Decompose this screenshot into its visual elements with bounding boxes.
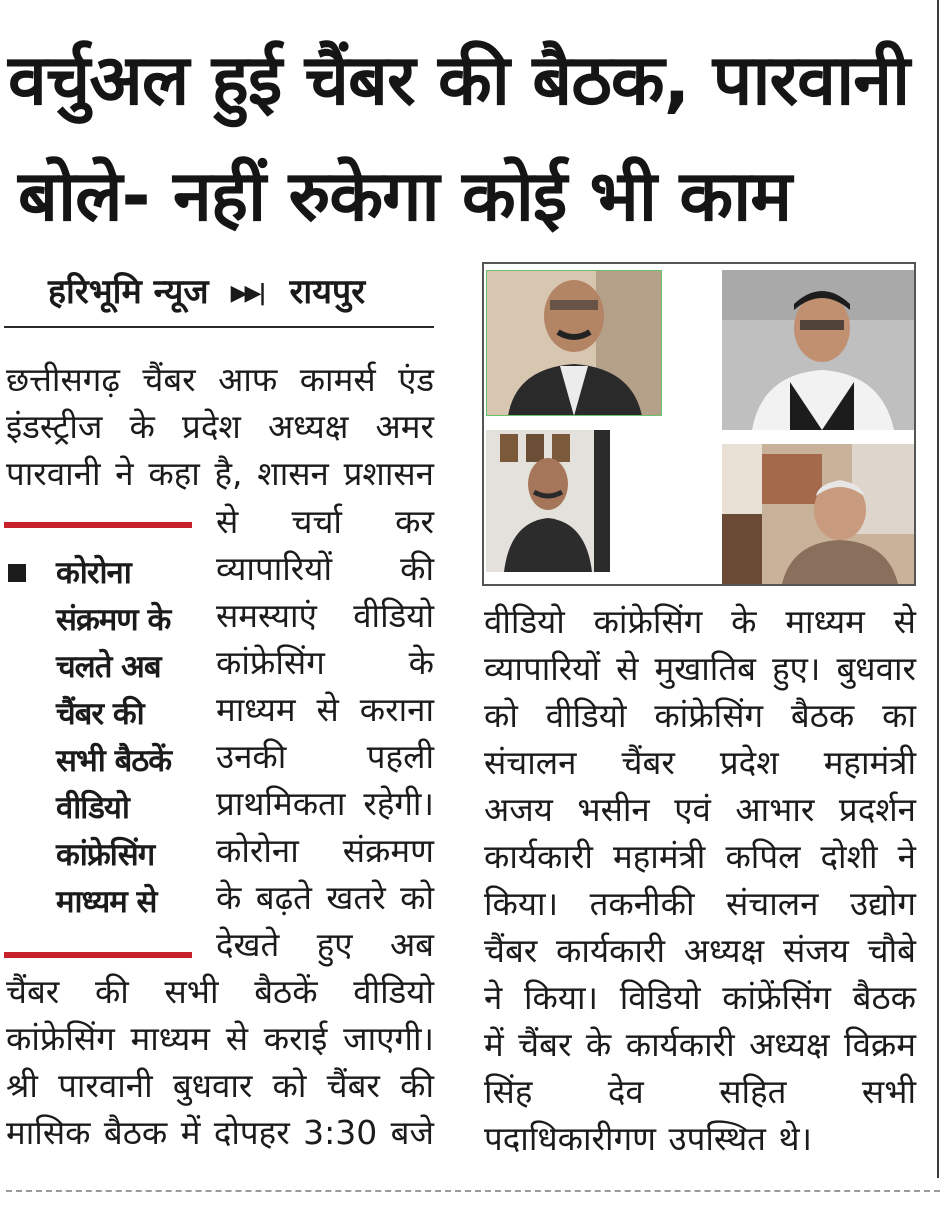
participant-bottom-right [722, 444, 914, 584]
text-line: व्यापारियों की [216, 549, 434, 588]
callout-line: कोरोना [56, 555, 131, 591]
callout-line: वीडियो [56, 790, 129, 826]
tile-gap-2 [610, 430, 722, 572]
text-line: छत्तीसगढ़ चैंबर आफ कामर्स एंड [6, 360, 434, 399]
callout-line: सभी बैठकें [56, 743, 172, 779]
headline-line-2: बोले- नहीं रुकेगा कोई भी काम [18, 155, 792, 237]
text-line: इंडस्ट्रीज के प्रदेश अध्यक्ष अमर [6, 407, 434, 446]
participant-bottom-left [486, 430, 610, 572]
text-line: के बढ़ते खतरे को [216, 878, 434, 917]
callout-line: चलते अब [56, 649, 161, 685]
text-line: ने किया। विडियो कांफ्रेंसिंग बैठक [484, 978, 916, 1017]
text-line: अजय भसीन एवं आभार प्रदर्शन [484, 790, 916, 829]
text-line: चैंबर कार्यकारी अध्यक्ष संजय चौबे [484, 931, 916, 970]
text-line: व्यापारियों से मुखातिब हुए। बुधवार [484, 649, 916, 688]
text-line: वीडियो कांफ्रेसिंग के माध्यम से [484, 602, 916, 641]
text-line: उनकी पहली [216, 737, 434, 776]
column-divider [937, 0, 939, 1178]
text-line: देखते हुए अब [216, 925, 434, 964]
participant-top-right [722, 270, 914, 430]
byline [48, 268, 365, 318]
participant-top-left [486, 270, 662, 416]
callout-text [56, 550, 206, 926]
text-line: में चैंबर के कार्यकारी अध्यक्ष विक्रम [484, 1025, 916, 1064]
text-line: को वीडियो कांफ्रेसिंग बैठक का [484, 696, 916, 735]
callout-line: कांफ्रेसिंग [56, 837, 155, 873]
text-line: कांफ्रेसिंग माध्यम से कराई जाएगी। [6, 1019, 434, 1058]
text-line: किया। तकनीकी संचालन उद्योग [484, 884, 916, 923]
text-line: सिंह देव सहित सभी [484, 1072, 916, 1111]
text-line: पदाधिकारीगण उपस्थित थे। [484, 1119, 813, 1158]
participant-bottom-left-image [486, 430, 610, 572]
text-line: माध्यम से कराना [216, 690, 434, 729]
callout-line: संक्रमण के [56, 602, 171, 638]
byline-city: रायपुर [289, 272, 366, 312]
video-conference-photo [482, 262, 916, 586]
callout-top-rule [4, 522, 192, 528]
text-line: चैंबर की सभी बैठकें वीडियो [6, 972, 434, 1011]
tile-gap [662, 270, 712, 416]
text-line: पारवानी ने कहा है, शासन प्रशासन [6, 454, 434, 493]
text-line: कोरोना संक्रमण [216, 831, 434, 870]
text-line: कार्यकारी महामंत्री कपिल दोशी ने [484, 837, 916, 876]
forward-arrows-icon: ▶▶| [230, 280, 264, 306]
bottom-dashed-rule [6, 1190, 940, 1192]
participant-top-left-image [486, 270, 662, 416]
text-line: संचालन चैंबर प्रदेश महामंत्री [484, 743, 916, 782]
text-line: श्री पारवानी बुधवार को चैंबर की [6, 1066, 434, 1105]
headline [8, 22, 933, 254]
callout-line: चैंबर की [56, 696, 144, 732]
byline-rule [4, 326, 434, 328]
participant-bottom-right-image [722, 444, 914, 584]
headline-line-1: वर्चुअल हुई चैंबर की बैठक, पारवानी [8, 39, 910, 121]
callout-line: माध्यम से [56, 884, 157, 920]
text-line: मासिक बैठक में दोपहर 3:30 बजे [6, 1113, 434, 1152]
callout-bottom-rule [4, 952, 192, 958]
text-line: से चर्चा कर [216, 502, 434, 541]
text-line: कांफ्रेसिंग के [216, 643, 434, 682]
text-line: प्राथमिकता रहेगी। [216, 784, 434, 823]
byline-source: हरिभूमि न्यूज [48, 272, 209, 312]
bullet-square-icon [8, 564, 26, 582]
text-line: समस्याएं वीडियो [216, 596, 434, 635]
participant-top-right-image [722, 270, 914, 430]
